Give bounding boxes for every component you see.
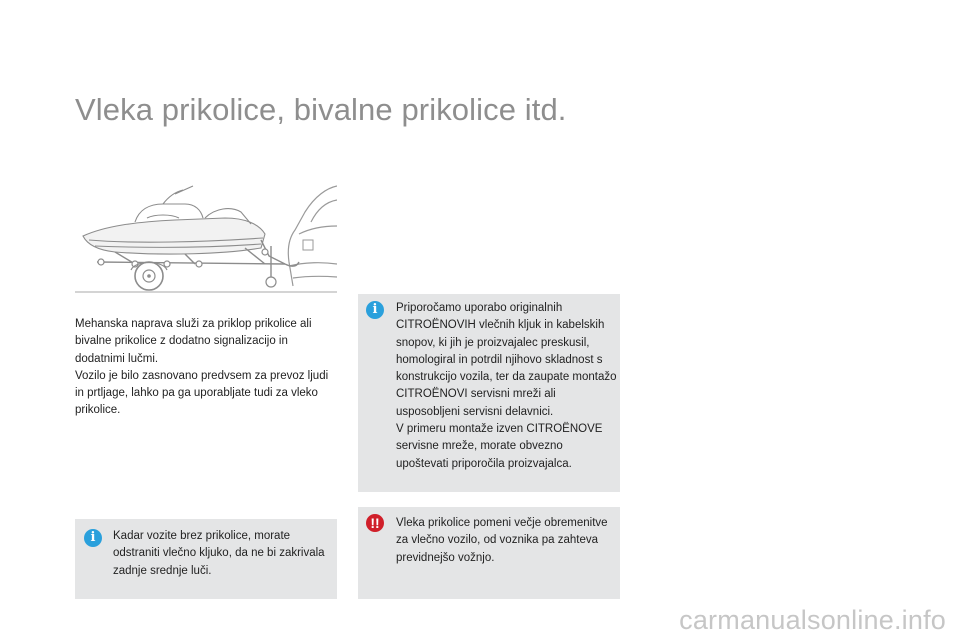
info-icon: i	[366, 301, 384, 319]
jetski-trailer-illustration	[75, 182, 337, 294]
intro-paragraph: Mehanska naprava služi za priklop prikolice ali bivalne prikolice z dodatno signalizacijo in dodatnimi lučmi.	[75, 318, 312, 365]
recommendation-paragraph: V primeru montaže izven CITROËNOVE servisne mreže, morate obvezno upoštevati priporočila proizvajalca.	[396, 423, 603, 470]
page-title: Vleka prikolice, bivalne prikolice itd.	[75, 92, 567, 127]
intro-text	[75, 316, 340, 420]
warning-note	[358, 507, 620, 599]
removal-text: Kadar vozite brez prikolice, morate odstraniti vlečno kljuko, da ne bi zakrivala zadnje srednje luči.	[113, 530, 325, 577]
recommendation-note	[358, 294, 620, 492]
recommendation-paragraph: Priporočamo uporabo originalnih CITROËNOVIH vlečnih kljuk in kabelskih snopov, ki jih je proizvajalec preskusil, homologiral in potrdil njihovo skladnost s konstrukcijo vozila, ter da zaupate montažo CITROËNOVI servisni mreži ali usposobljeni servisni delavnici.	[396, 302, 617, 418]
intro-paragraph: Vozilo je bilo zasnovano predvsem za prevoz ljudi in prtljage, lahko pa ga uporabljate tudi za vleko prikolice.	[75, 369, 329, 417]
info-icon: i	[84, 529, 102, 547]
removal-note	[75, 519, 337, 599]
warning-icon: !!	[366, 514, 384, 532]
watermark: carmanualsonline.info	[679, 605, 946, 635]
warning-text: Vleka prikolice pomeni večje obremenitve za vlečno vozilo, od voznika pa zahteva previdnejšo vožnjo.	[396, 517, 608, 564]
